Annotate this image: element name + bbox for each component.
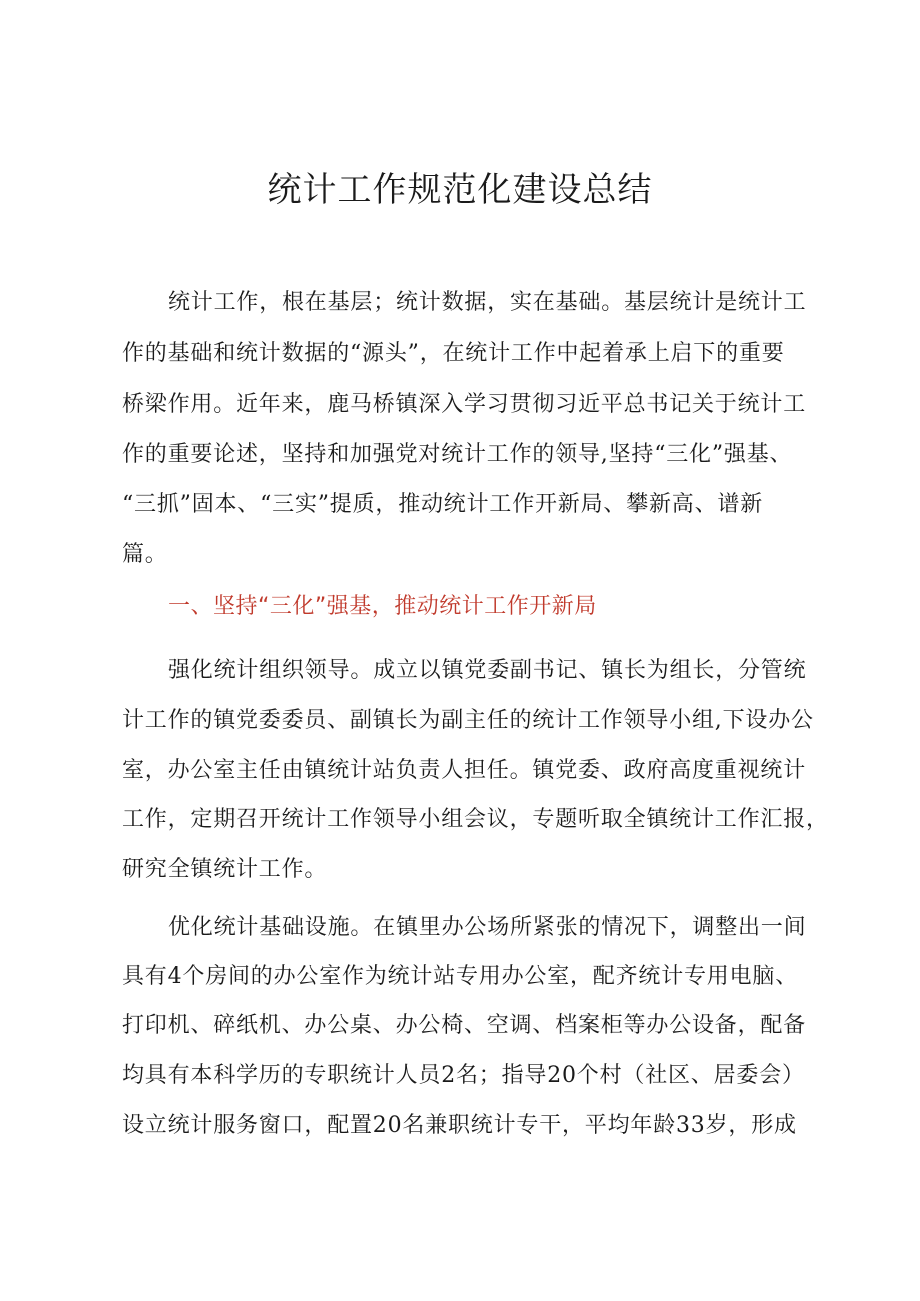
text-line: 计工作的镇党委委员、副镇长为副主任的统计工作领导小组,下设办公 bbox=[122, 708, 814, 733]
text-line: 均具有本科学历的专职统计人员2名；指导20个村（社区、居委会） bbox=[122, 1063, 805, 1088]
text-line: 打印机、碎纸机、办公桌、办公椅、空调、档案柜等办公设备，配备 bbox=[122, 1013, 807, 1038]
text-line: 作的重要论述，坚持和加强党对统计工作的领导,坚持“三化”强基、 bbox=[122, 442, 793, 467]
text-line: “三抓”固本、“三实”提质，推动统计工作开新局、攀新高、谱新 bbox=[122, 492, 763, 517]
document-title: 统计工作规范化建设总结 bbox=[267, 170, 653, 210]
text-line: 统计工作，根在基层；统计数据，实在基础。基层统计是统计工 bbox=[168, 290, 807, 315]
text-line: 优化统计基础设施。在镇里办公场所紧张的情况下，调整出一间 bbox=[168, 915, 807, 940]
text-line: 设立统计服务窗口，配置20名兼职统计专干，平均年龄33岁，形成 bbox=[122, 1113, 797, 1138]
text-line: 具有4个房间的办公室作为统计站专用办公室，配齐统计专用电脑、 bbox=[122, 964, 798, 989]
text-line: 研究全镇统计工作。 bbox=[122, 857, 328, 882]
section-heading: 一、坚持“三化”强基，推动统计工作开新局 bbox=[168, 594, 597, 619]
text-line: 强化统计组织领导。成立以镇党委副书记、镇长为组长，分管统 bbox=[168, 658, 807, 683]
text-line: 篇。 bbox=[122, 542, 168, 567]
text-line: 室，办公室主任由镇统计站负责人担任。镇党委、政府高度重视统计 bbox=[122, 758, 807, 783]
text-line: 桥梁作用。近年来，鹿马桥镇深入学习贯彻习近平总书记关于统计工 bbox=[122, 392, 807, 417]
text-line: 作的基础和统计数据的“源头”，在统计工作中起着承上启下的重要 bbox=[122, 341, 785, 366]
text-line: 工作，定期召开统计工作领导小组会议，专题听取全镇统计工作汇报， bbox=[122, 807, 829, 832]
